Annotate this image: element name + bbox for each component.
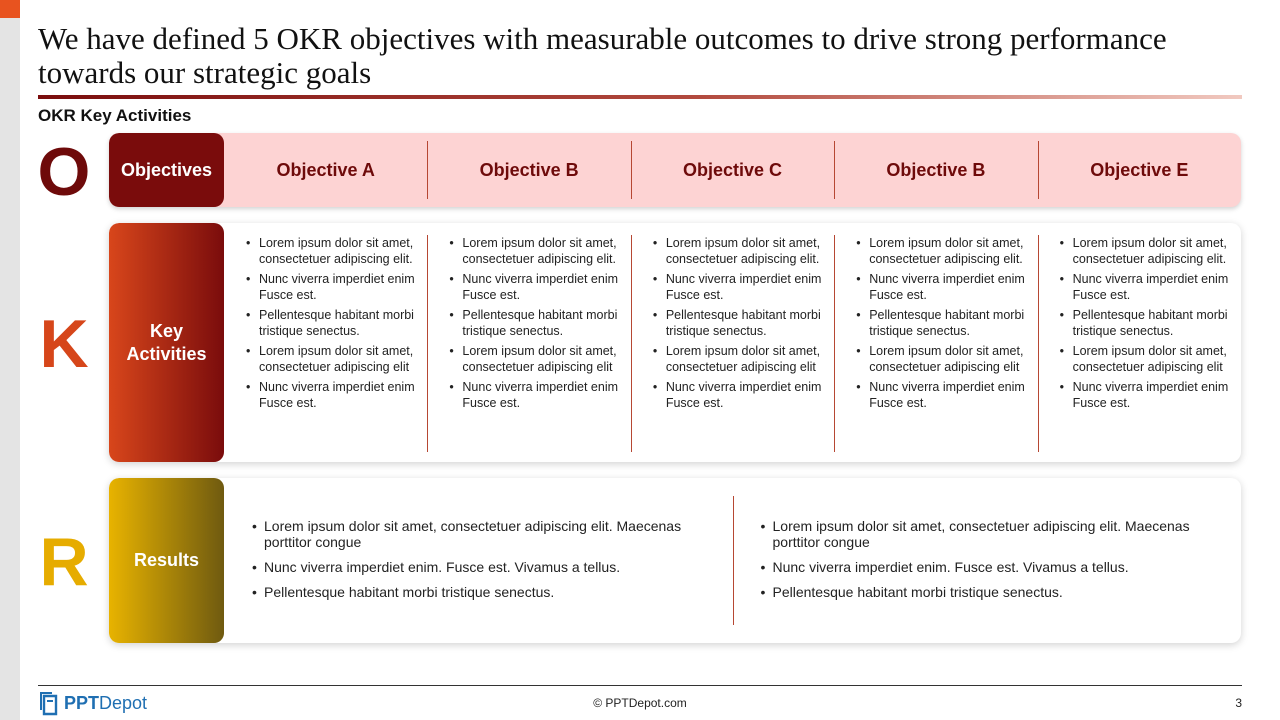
objective-label: Objective B [886,159,986,180]
list-item: • Pellentesque habitant morbi tristique senectus. [1060,307,1235,339]
key-activity-column [1038,223,1241,462]
column-divider [733,496,734,625]
results-list [761,518,1218,600]
list-item: • Nunc viverra imperdiet enim. Fusce est. Vivamus a tellus. [252,559,709,575]
list-item: • Lorem ipsum dolor sit amet, consectetuer adipiscing elit. [856,235,1031,267]
column-divider [427,141,428,199]
list-item: • Nunc viverra imperdiet enim Fusce est. [1060,379,1235,411]
logo-text-depot: Depot [99,692,148,713]
list-item: • Nunc viverra imperdiet enim Fusce est. [1060,271,1235,303]
key-activities-row-label: Key Activities [109,223,224,462]
list-item: • Pellentesque habitant morbi tristique senectus. [856,307,1031,339]
list-item: • Lorem ipsum dolor sit amet, consectetuer adipiscing elit [449,343,624,375]
column-divider [834,141,835,199]
list-item: • Nunc viverra imperdiet enim Fusce est. [856,271,1031,303]
objective-label: Objective A [276,159,375,180]
objective-cell [631,133,834,207]
list-item: • Lorem ipsum dolor sit amet, consectetuer adipiscing elit [246,343,421,375]
list-item: • Nunc viverra imperdiet enim Fusce est. [246,271,421,303]
page-number: 3 [1235,696,1242,710]
list-item: • Lorem ipsum dolor sit amet, consectetuer adipiscing elit [1060,343,1235,375]
list-item: • Pellentesque habitant morbi tristique senectus. [246,307,421,339]
key-activity-list [856,235,1031,411]
objective-cell [224,133,427,207]
slide-subtitle: OKR Key Activities [38,106,192,125]
objectives-row [109,133,1241,207]
column-divider [631,235,632,452]
list-item: • Nunc viverra imperdiet enim Fusce est. [449,271,624,303]
objectives-columns [224,133,1241,207]
list-item: • Lorem ipsum dolor sit amet, consectetuer adipiscing elit. Maecenas porttitor congue [252,518,709,550]
column-divider [427,235,428,452]
objective-cell [427,133,630,207]
footer-rule [38,685,1242,686]
objective-label: Objective C [682,159,783,180]
objective-label: Objective E [1090,159,1189,180]
list-item: • Pellentesque habitant morbi tristique senectus. [653,307,828,339]
list-item: • Nunc viverra imperdiet enim Fusce est. [653,271,828,303]
list-item: • Lorem ipsum dolor sit amet, consectetuer adipiscing elit [856,343,1031,375]
objectives-row-label: Objectives [109,133,224,207]
objective-cell [1038,133,1241,207]
key-activity-list [246,235,421,411]
column-divider [1038,141,1039,199]
logo-text-ppt: PPT [64,692,100,713]
key-activity-column [834,223,1037,462]
key-activities-row [109,223,1241,462]
list-item: • Lorem ipsum dolor sit amet, consectetuer adipiscing elit. [1060,235,1235,267]
list-item: • Nunc viverra imperdiet enim Fusce est. [449,379,624,411]
list-item: • Lorem ipsum dolor sit amet, consectetuer adipiscing elit. [653,235,828,267]
title-underline [38,95,1242,99]
results-column [224,478,733,643]
accent-square [0,0,20,18]
list-item: • Lorem ipsum dolor sit amet, consectetuer adipiscing elit [653,343,828,375]
letter-r: R [39,524,89,600]
list-item: • Nunc viverra imperdiet enim Fusce est. [653,379,828,411]
list-item: • Nunc viverra imperdiet enim Fusce est. [856,379,1031,411]
list-item: • Pellentesque habitant morbi tristique senectus. [761,584,1218,600]
results-columns [224,478,1241,643]
results-column [733,478,1242,643]
key-activities-columns [224,223,1241,462]
list-item: • Lorem ipsum dolor sit amet, consectetuer adipiscing elit. [246,235,421,267]
results-list [252,518,709,600]
list-item: • Nunc viverra imperdiet enim Fusce est. [246,379,421,411]
column-divider [1038,235,1039,452]
list-item: • Lorem ipsum dolor sit amet, consectetuer adipiscing elit. [449,235,624,267]
list-item: • Pellentesque habitant morbi tristique senectus. [449,307,624,339]
objective-cell [834,133,1037,207]
key-activity-column [224,223,427,462]
key-activity-column [427,223,630,462]
letter-o: O [37,134,91,210]
list-item: • Lorem ipsum dolor sit amet, consectetuer adipiscing elit. Maecenas porttitor congue [761,518,1218,550]
letter-k: K [39,306,89,382]
key-activity-column [631,223,834,462]
results-row [109,478,1241,643]
results-row-label: Results [109,478,224,643]
key-activity-list [449,235,624,411]
column-divider [631,141,632,199]
slide-title: We have defined 5 OKR objectives with measurable outcomes to drive strong performance towards our strategic goals [38,21,1167,90]
key-activity-list [653,235,828,411]
key-activity-list [1060,235,1235,411]
left-margin-strip [0,0,20,720]
copyright-text: © PPTDepot.com [593,696,687,710]
objective-label: Objective B [479,159,579,180]
list-item: • Nunc viverra imperdiet enim. Fusce est. Vivamus a tellus. [761,559,1218,575]
column-divider [834,235,835,452]
list-item: • Pellentesque habitant morbi tristique senectus. [252,584,709,600]
